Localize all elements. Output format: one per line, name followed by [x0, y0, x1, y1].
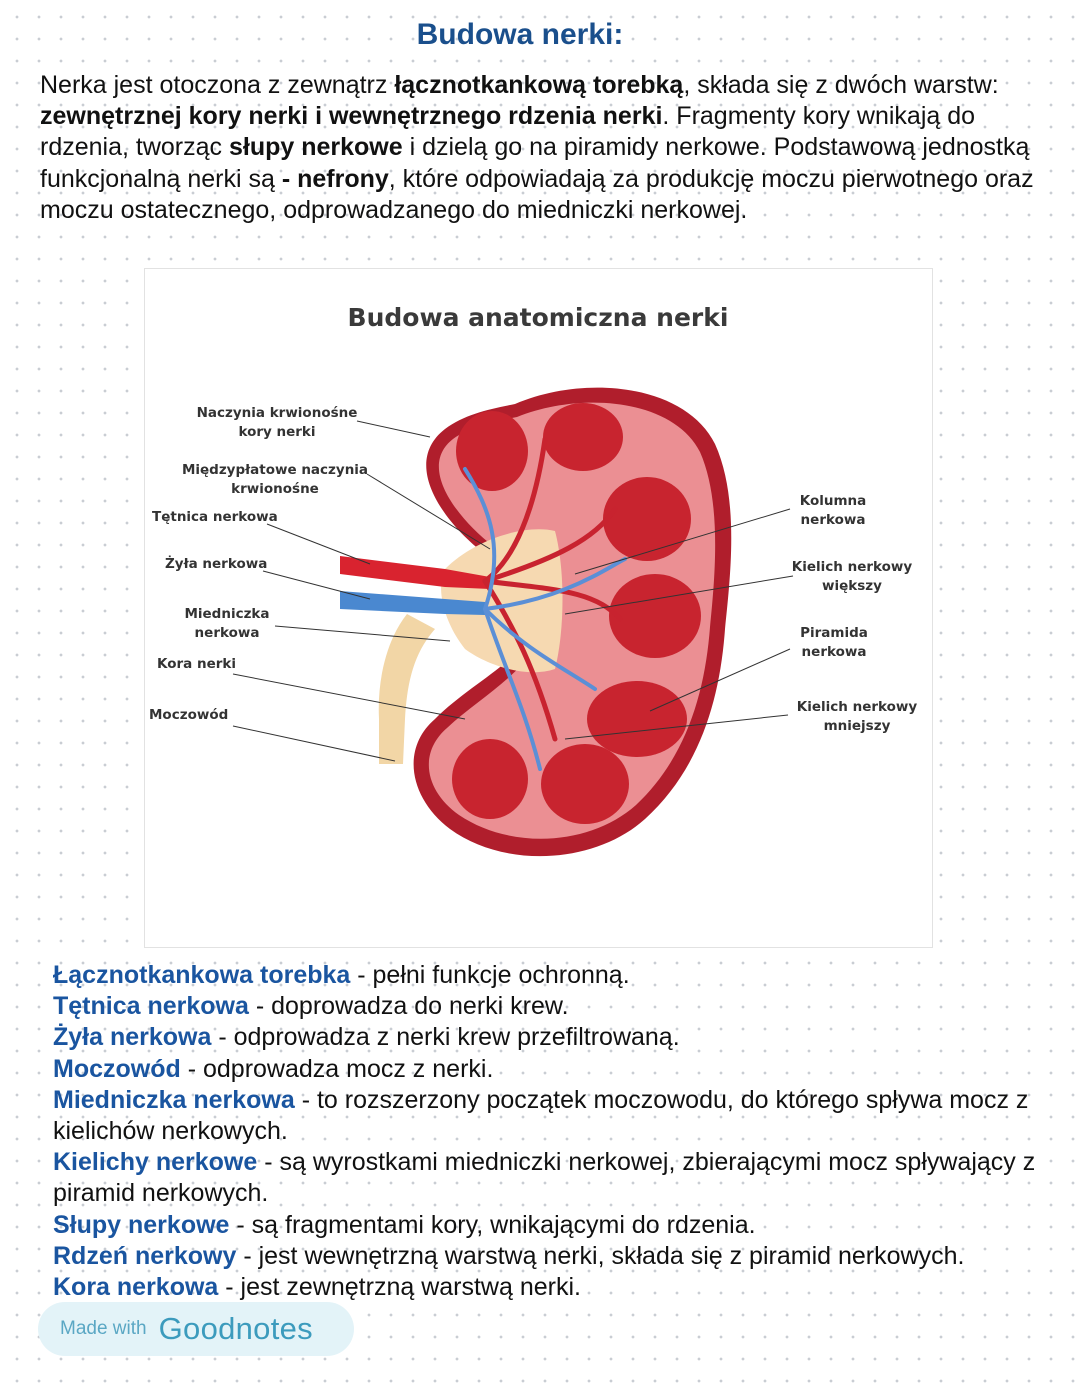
definition-item — [53, 1241, 1063, 1272]
definition-desc: - są wyrostkami miedniczki nerkowej, zbierającymi mocz spływający z piramid nerkowych. — [53, 1148, 1036, 1208]
renal-pyramid — [543, 403, 623, 471]
label-tetnica-nerkowa: Tętnica nerkowa — [152, 509, 278, 525]
kidney-diagram — [144, 268, 933, 948]
label-kolumna: Kolumna — [799, 493, 867, 509]
intro-text: , składa się z dwóch warstw: — [683, 71, 999, 99]
definition-term: Miedniczka nerkowa — [53, 1085, 295, 1114]
definition-term: Kora nerkowa — [53, 1273, 219, 1302]
figure-title: Budowa anatomiczna nerki — [347, 303, 729, 332]
definition-item — [53, 1054, 1063, 1085]
definition-desc: - to rozszerzony początek moczowodu, do którego spływa mocz z kielichów nerkowych. — [53, 1085, 1029, 1146]
kidney-diagram-svg — [145, 269, 932, 947]
definition-desc: - są fragmentami kory, wnikającymi do rdzenia. — [229, 1210, 756, 1239]
definition-desc: - doprowadza do nerki krew. — [248, 992, 569, 1021]
page-title: Budowa nerki: — [416, 18, 624, 51]
renal-pyramid — [452, 739, 528, 819]
definition-desc: - jest zewnętrzną warstwą nerki. — [218, 1273, 581, 1302]
intro-bold-text: zewnętrznej kory nerki i wewnętrznego rdzenia nerki — [40, 102, 663, 131]
renal-pyramid — [541, 744, 629, 824]
label-nerkowa: nerkowa — [194, 625, 260, 641]
leader-line — [357, 421, 430, 437]
intro-text: Nerka jest otoczona z zewnątrz — [40, 71, 395, 99]
intro-text: i dzielą go na piramidy nerkowe. Podstawową jednostką funkcjonalną nerki są — [40, 133, 1030, 193]
label-kolumna-nerkowa: nerkowa — [800, 512, 866, 528]
definition-term: Rdzeń nerkowy — [53, 1241, 237, 1270]
label-kielich-mniejszy: Kielich nerkowy — [796, 699, 918, 715]
definitions-list — [53, 960, 1063, 1303]
intro-bold-text: łącznotkankową torebką — [394, 71, 684, 99]
intro-bold-text: - nefrony — [281, 164, 389, 193]
definition-item — [53, 991, 1063, 1022]
leader-line — [233, 674, 465, 719]
renal-pyramid — [609, 574, 701, 658]
definition-item — [53, 960, 1063, 991]
intro-text: . Fragmenty kory wnikają do rdzenia, tworząc — [40, 102, 976, 162]
label-moczowod: Moczowód — [149, 707, 229, 723]
intro-paragraph — [40, 70, 1040, 226]
renal-pyramid — [603, 477, 691, 561]
label-piramida-nerkowa: nerkowa — [801, 644, 867, 660]
badge-made-with: Made with — [60, 1318, 147, 1339]
definition-item — [53, 1022, 1063, 1053]
goodnotes-badge — [38, 1302, 354, 1356]
renal-pyramid — [456, 411, 528, 491]
definition-term: Łącznotkankowa torebka — [53, 961, 351, 989]
label-zyla-nerkowa: Żyła nerkowa — [165, 556, 268, 572]
label-piramida: Piramida — [800, 625, 868, 641]
definition-desc: - odprowadza z nerki krew przefiltrowaną. — [211, 1023, 680, 1052]
label-miedzyplatowe-naczynia: Międzypłatowe naczynia — [181, 462, 369, 478]
label-mniejszy: mniejszy — [823, 718, 891, 734]
label-miedniczka: Miedniczka — [184, 606, 270, 622]
leader-line — [233, 726, 395, 761]
goodnotes-logo: Goodnotes — [158, 1311, 313, 1346]
label-kora-nerki: Kora nerki — [157, 656, 236, 672]
definition-item — [53, 1210, 1063, 1241]
definition-desc: - odprowadza mocz z nerki. — [180, 1054, 494, 1083]
definition-term: Kielichy nerkowe — [53, 1148, 258, 1177]
definition-term: Moczowód — [53, 1054, 181, 1083]
definition-item — [53, 1147, 1063, 1209]
definition-term: Słupy nerkowe — [53, 1210, 230, 1239]
definition-term: Tętnica nerkowa — [53, 992, 249, 1021]
label-naczynia-krwionosne: Naczynia krwionośne — [196, 405, 358, 421]
definition-desc: - pełni funkcje ochronną. — [350, 961, 630, 989]
intro-bold-text: słupy nerkowe — [228, 133, 403, 162]
label-krwionosne: krwionośne — [231, 481, 319, 497]
label-wiekszy: większy — [822, 578, 882, 594]
leader-line — [267, 524, 370, 564]
definition-term: Żyła nerkowa — [53, 1023, 212, 1052]
renal-pyramid — [587, 681, 687, 757]
definition-item — [53, 1085, 1063, 1147]
definition-item — [53, 1272, 1063, 1303]
intro-text: , które odpowiadają za produkcję moczu pierwotnego oraz moczu ostatecznego, odprowadzanego do miedniczki nerkowej. — [40, 164, 1034, 224]
label-kielich-wiekszy: Kielich nerkowy — [791, 559, 913, 575]
definition-desc: - jest wewnętrzną warstwą nerki, składa się z piramid nerkowych. — [236, 1241, 965, 1270]
label-kory-nerki: kory nerki — [238, 424, 316, 440]
